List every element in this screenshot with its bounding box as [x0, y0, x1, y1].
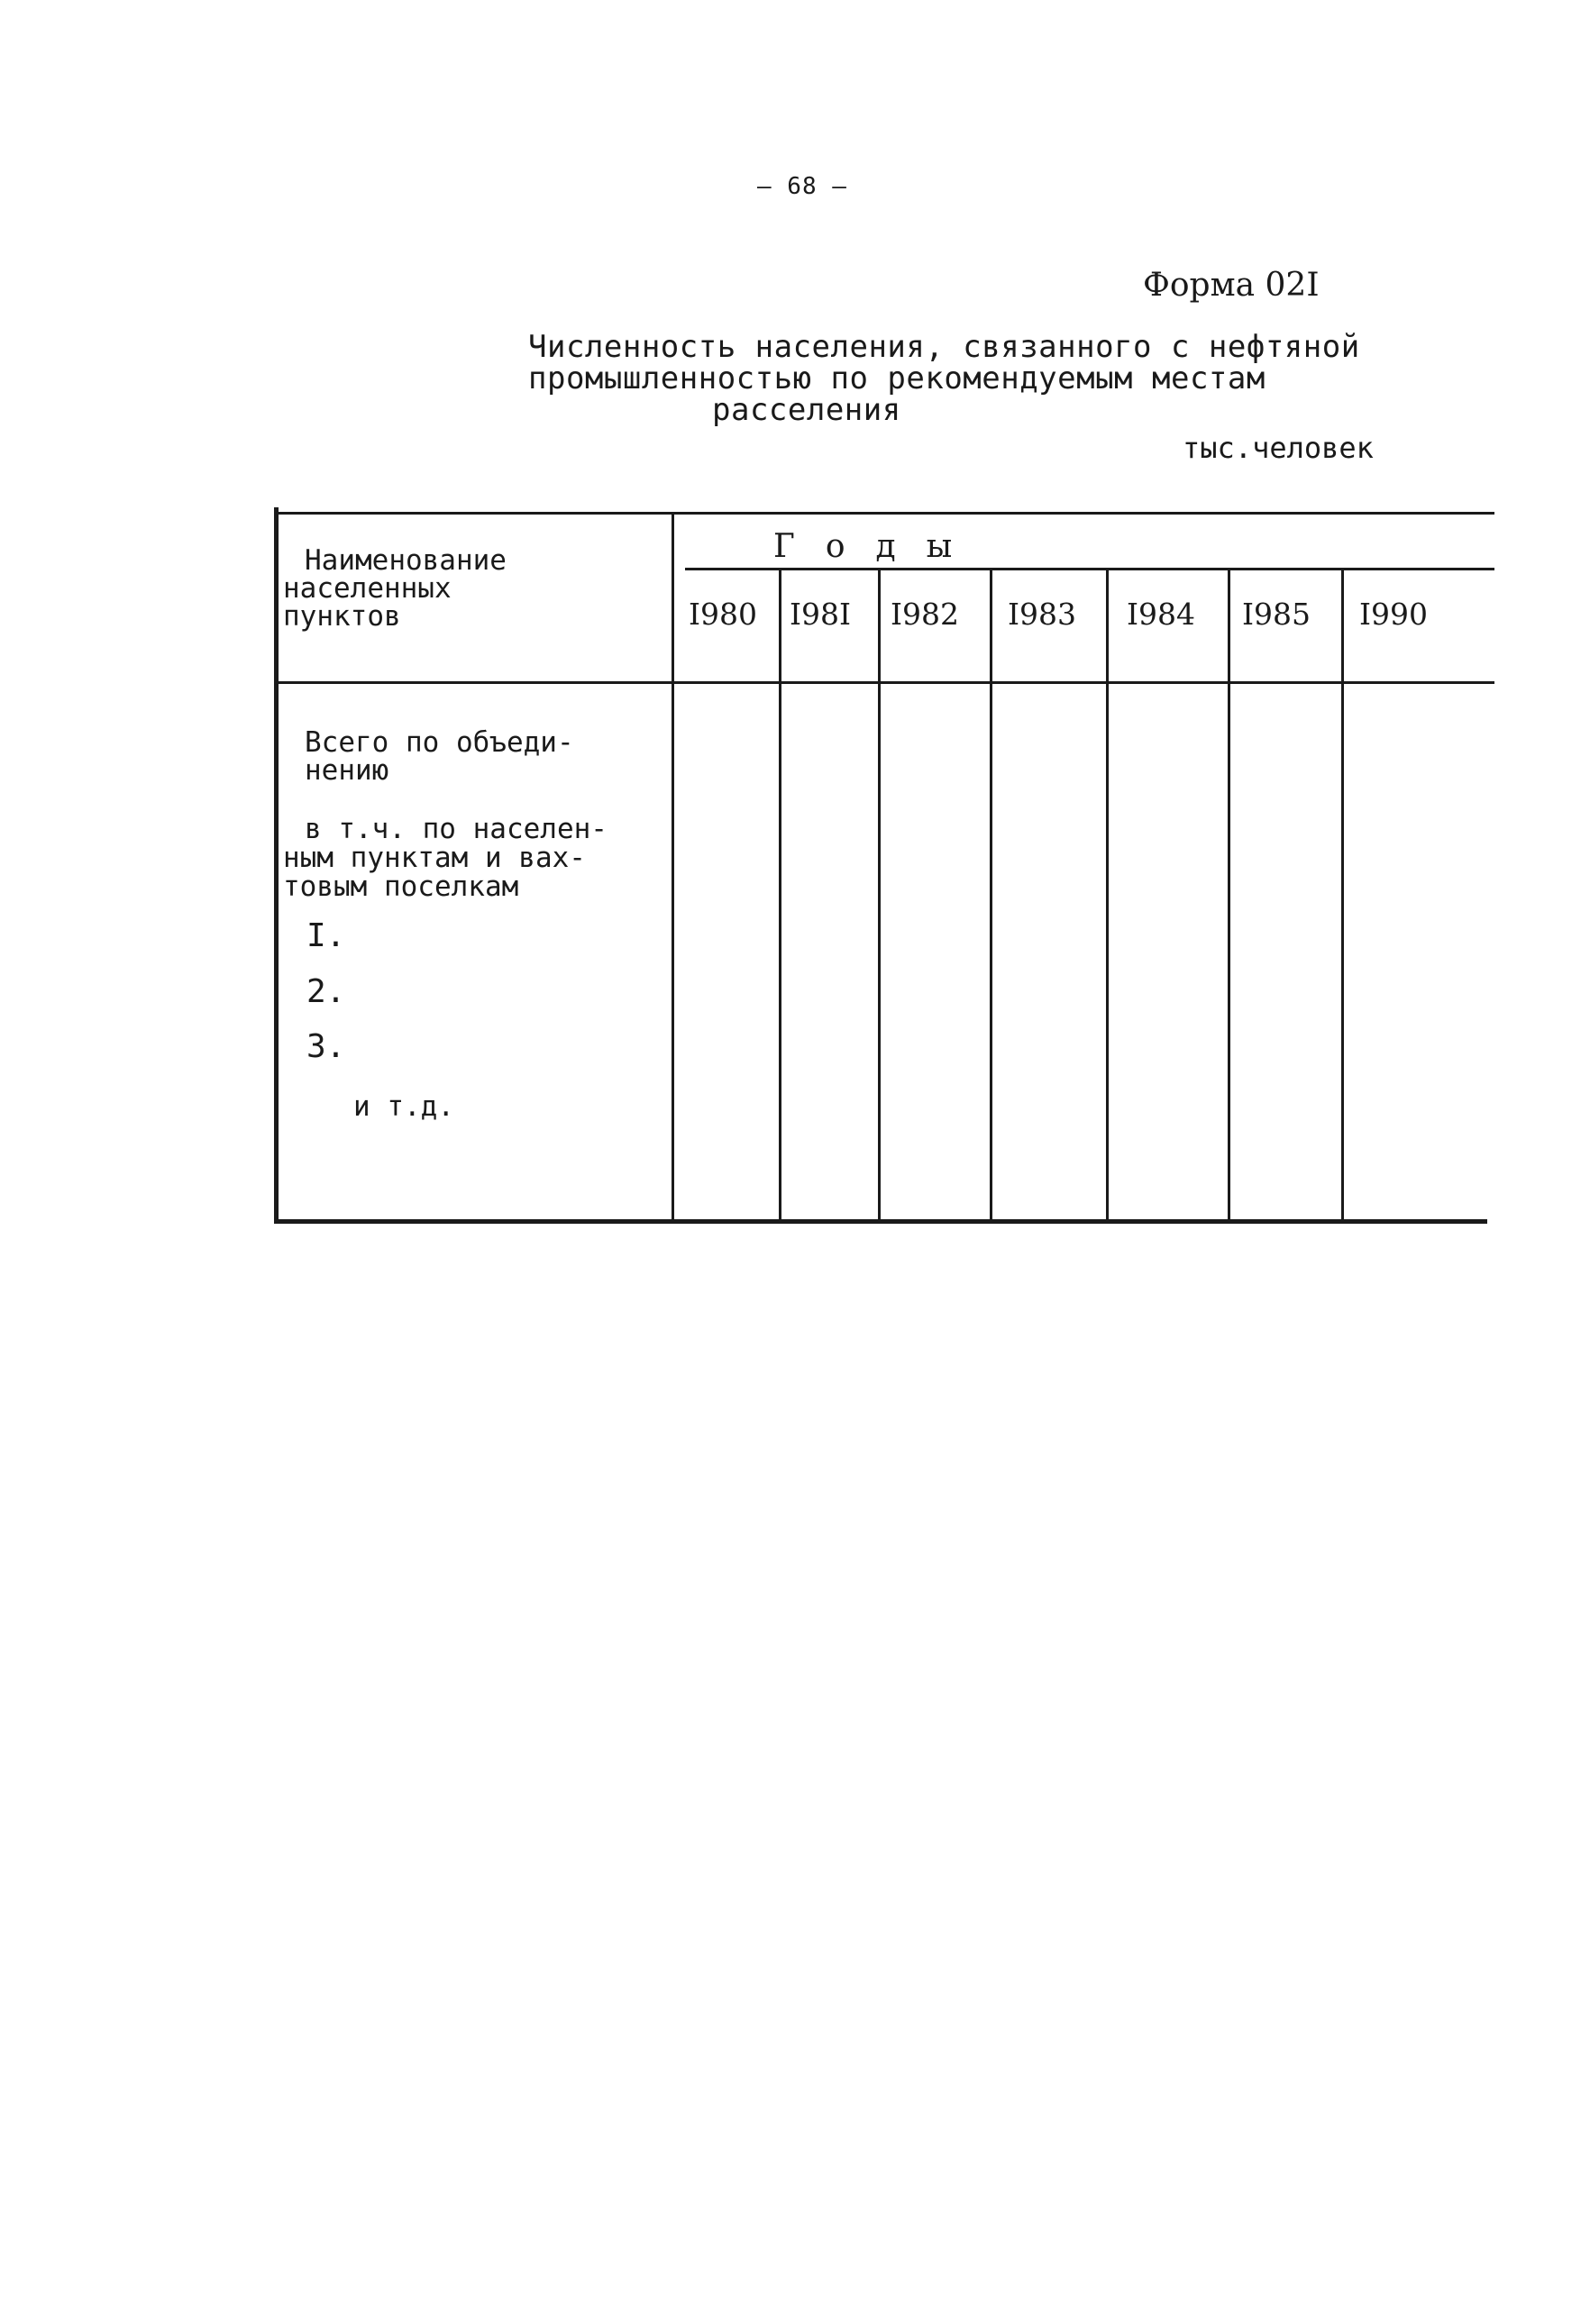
units-label: тыс.человек [1183, 431, 1374, 465]
year-header: I990 [1359, 597, 1429, 632]
form-label: Форма 02I [1143, 267, 1320, 304]
header-name-line-1: Наименование [305, 544, 507, 577]
year-header: I984 [1127, 597, 1196, 632]
col-rule-1981 [779, 570, 781, 1224]
years-sub-rule [685, 568, 1494, 570]
header-bottom-rule [276, 681, 1494, 684]
year-header: I98I [790, 597, 852, 632]
row-total-label: Всего по объеди- [305, 726, 574, 759]
title-line-1: Численность населения, связанного с нефтяной [528, 329, 1360, 365]
table-bottom-rule [274, 1219, 1487, 1224]
year-header: I985 [1242, 597, 1311, 632]
col-rule-1982 [878, 570, 881, 1224]
col-rule-1984 [1106, 570, 1109, 1224]
title-line-2: промышленностью по рекомендуемым местам [528, 360, 1266, 396]
year-header: I982 [891, 597, 960, 632]
row-including-label: в т.ч. по населен- [305, 813, 608, 845]
name-column-rule [672, 512, 674, 1224]
col-rule-1985 [1228, 570, 1230, 1224]
col-rule-1983 [990, 570, 992, 1224]
row-including-label-cont: товым поселкам [283, 870, 519, 903]
page-number: – 68 – [757, 173, 847, 200]
list-item: 2. [306, 973, 346, 1010]
year-header: I983 [1008, 597, 1077, 632]
header-name-line-2: населенных [283, 572, 452, 605]
col-rule-1990 [1341, 570, 1344, 1224]
title-line-3: расселения [712, 392, 901, 428]
header-name-line-3: пунктов [283, 600, 401, 633]
row-including-label-cont: ным пунктам и вах- [283, 842, 586, 874]
table-top-rule [276, 512, 1494, 515]
list-item: 3. [306, 1028, 346, 1065]
list-item: I. [306, 917, 346, 954]
year-header: I980 [689, 597, 758, 632]
table-left-rule [274, 507, 279, 1224]
row-etc-label: и т.д. [353, 1090, 454, 1123]
years-group-label: Годы [773, 528, 983, 565]
row-total-label-cont: нению [305, 754, 389, 787]
